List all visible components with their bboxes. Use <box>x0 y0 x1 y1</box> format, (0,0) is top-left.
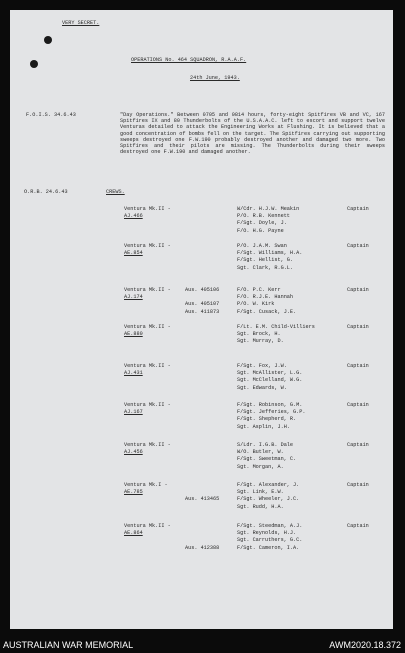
aircraft-type: Ventura Mk.II - <box>124 523 171 529</box>
crew-member-name: F/Sgt. Steedman, A.J. <box>237 523 303 529</box>
captain-label: Captain <box>347 206 369 212</box>
crew-member-name: F/Lt. E.M. Child-Villiers <box>237 324 315 330</box>
crew-member-name: Sgt. Rudd, H.A. <box>237 503 284 510</box>
captain-label: Captain <box>347 363 369 369</box>
aircraft-serial: AE.880 <box>124 331 143 338</box>
crew-member-name: Sgt. Brock, H. <box>237 331 281 338</box>
crew-member-name: F/Sgt. Sweetman, C. <box>237 456 297 463</box>
aircraft-type: Ventura Mk.II - <box>124 243 171 249</box>
crew-member-name: Sgt. McClelland, W.G. <box>237 377 303 384</box>
crew-member-name: F/O. H.G. Payne <box>237 227 284 234</box>
crew-member-name: F/Sgt. Williams, H.A. <box>237 250 303 257</box>
captain-label: Captain <box>347 287 369 293</box>
crew-member-name: W/Cdr. H.J.W. Meakin <box>237 206 300 212</box>
crew-member-name: F/Sgt. Shepherd, R. <box>237 416 297 423</box>
crew-member-name: F/Sgt. Alexander, J. <box>237 482 300 488</box>
archive-name: AUSTRALIAN WAR MEMORIAL <box>3 640 134 650</box>
crew-member-name: F/Sgt. Robinson, G.M. <box>237 402 303 408</box>
crew-member-name: F/Sgt. Hellist, G. <box>237 257 294 264</box>
aircraft-serial: AE.864 <box>124 530 143 537</box>
crew-member-name: Sgt. Reynolds, H.J. <box>237 530 297 537</box>
aircraft-serial: AE.854 <box>124 250 143 257</box>
crews-heading: CREWS. <box>106 189 125 195</box>
punch-hole-bottom <box>30 60 38 68</box>
operations-paragraph: "Day Operations." Between 0705 and 0814 hours, forty-eight Spitfires VB and VC, 167 Spitfires IX and 80 Thunderbolts of the U.S.A.A.C. left to escort and support twelve Venturas detailed to attack the Engineering Works at Flushing. It is believed that a good concentration of bombs fell on the target. The Spitfires carrying out supporting sweeps destroyed one F.W.190 probably destroyed another and damaged two more. Two Spitfires and their pilots are missing. The Thunderbolts during their sweeps destroyed one F.W.190 and damaged another. <box>120 112 385 156</box>
punch-hole-top <box>44 36 52 44</box>
crew-member-name: Sgt. Edwards, W. <box>237 384 287 391</box>
aircraft-type: Ventura Mk.I - <box>124 482 168 488</box>
crew-member-name: P/O. W. Kirk <box>237 301 275 308</box>
document-title: OPERATIONS No. 464 SQUADRON, R.A.A.F. <box>131 57 247 63</box>
crew-member-name: Sgt. Carruthers, G.C. <box>237 537 303 544</box>
aircraft-serial: AJ.466 <box>124 213 143 220</box>
aircraft-type: Ventura Mk.II - <box>124 363 171 369</box>
aircraft-serial: AJ.431 <box>124 370 143 377</box>
document-page <box>10 10 393 629</box>
crew-member-name: Sgt. Clark, R.G.L. <box>237 264 294 271</box>
reference-orb: O.R.B. 24.6.43 <box>24 189 68 195</box>
service-number: Aus. 405106 <box>185 287 220 293</box>
archive-reference: AWM2020.18.372 <box>329 640 401 650</box>
crew-member-name: Sgt. Link, E.W. <box>237 489 284 496</box>
service-number: Aus. 413465 <box>185 496 220 503</box>
crew-member-name: Sgt. McAllister, L.G. <box>237 370 303 377</box>
aircraft-type: Ventura Mk.II - <box>124 206 171 212</box>
captain-label: Captain <box>347 324 369 330</box>
crew-member-name: F/Sgt. Cameron, I.A. <box>237 544 300 551</box>
captain-label: Captain <box>347 523 369 529</box>
crew-member-name: F/Sgt. Cusack, J.E. <box>237 308 297 315</box>
aircraft-serial: AJ.167 <box>124 409 143 416</box>
crew-member-name: W/O. Butler, W. <box>237 449 284 456</box>
crew-member-name: F/O. R.J.E. Hannah <box>237 294 294 301</box>
aircraft-type: Ventura Mk.II - <box>124 287 171 293</box>
classification-stamp: VERY SECRET. <box>62 20 100 26</box>
service-number: Aus. 405107 <box>185 301 220 308</box>
crew-member-name: F/Sgt. Fox, J.W. <box>237 363 287 369</box>
aircraft-type: Ventura Mk.II - <box>124 324 171 330</box>
captain-label: Captain <box>347 482 369 488</box>
crew-member-name: Sgt. Murray, D. <box>237 338 284 345</box>
reference-fois: F.O.I.S. 34.6.43 <box>26 112 76 118</box>
crew-member-name: F/Sgt. Jefferies, G.P. <box>237 409 306 416</box>
crew-member-name: Sgt. Morgan, A. <box>237 463 284 470</box>
archive-footer <box>0 633 405 653</box>
aircraft-type: Ventura Mk.II - <box>124 402 171 408</box>
captain-label: Captain <box>347 402 369 408</box>
crew-member-name: F/O. P.C. Kerr <box>237 287 281 293</box>
service-number: Aus. 412388 <box>185 544 220 551</box>
document-date: 24th June, 1943. <box>190 75 240 81</box>
crew-member-name: F/Sgt. Wheeler, J.C. <box>237 496 300 503</box>
crew-member-name: P/O. J.A.M. Swan <box>237 243 287 249</box>
aircraft-serial: AJ.174 <box>124 294 143 301</box>
aircraft-serial: AJ.456 <box>124 449 143 456</box>
crew-member-name: F/Sgt. Doyle, J. <box>237 220 287 227</box>
service-number: Aus. 411873 <box>185 308 220 315</box>
crew-member-name: Sgt. Asplin, J.H. <box>237 423 290 430</box>
captain-label: Captain <box>347 243 369 249</box>
crew-member-name: P/O. R.B. Kennett <box>237 213 290 220</box>
captain-label: Captain <box>347 442 369 448</box>
aircraft-serial: AE.785 <box>124 489 143 496</box>
crew-member-name: S/Ldr. I.G.B. Dale <box>237 442 294 448</box>
aircraft-type: Ventura Mk.II - <box>124 442 171 448</box>
